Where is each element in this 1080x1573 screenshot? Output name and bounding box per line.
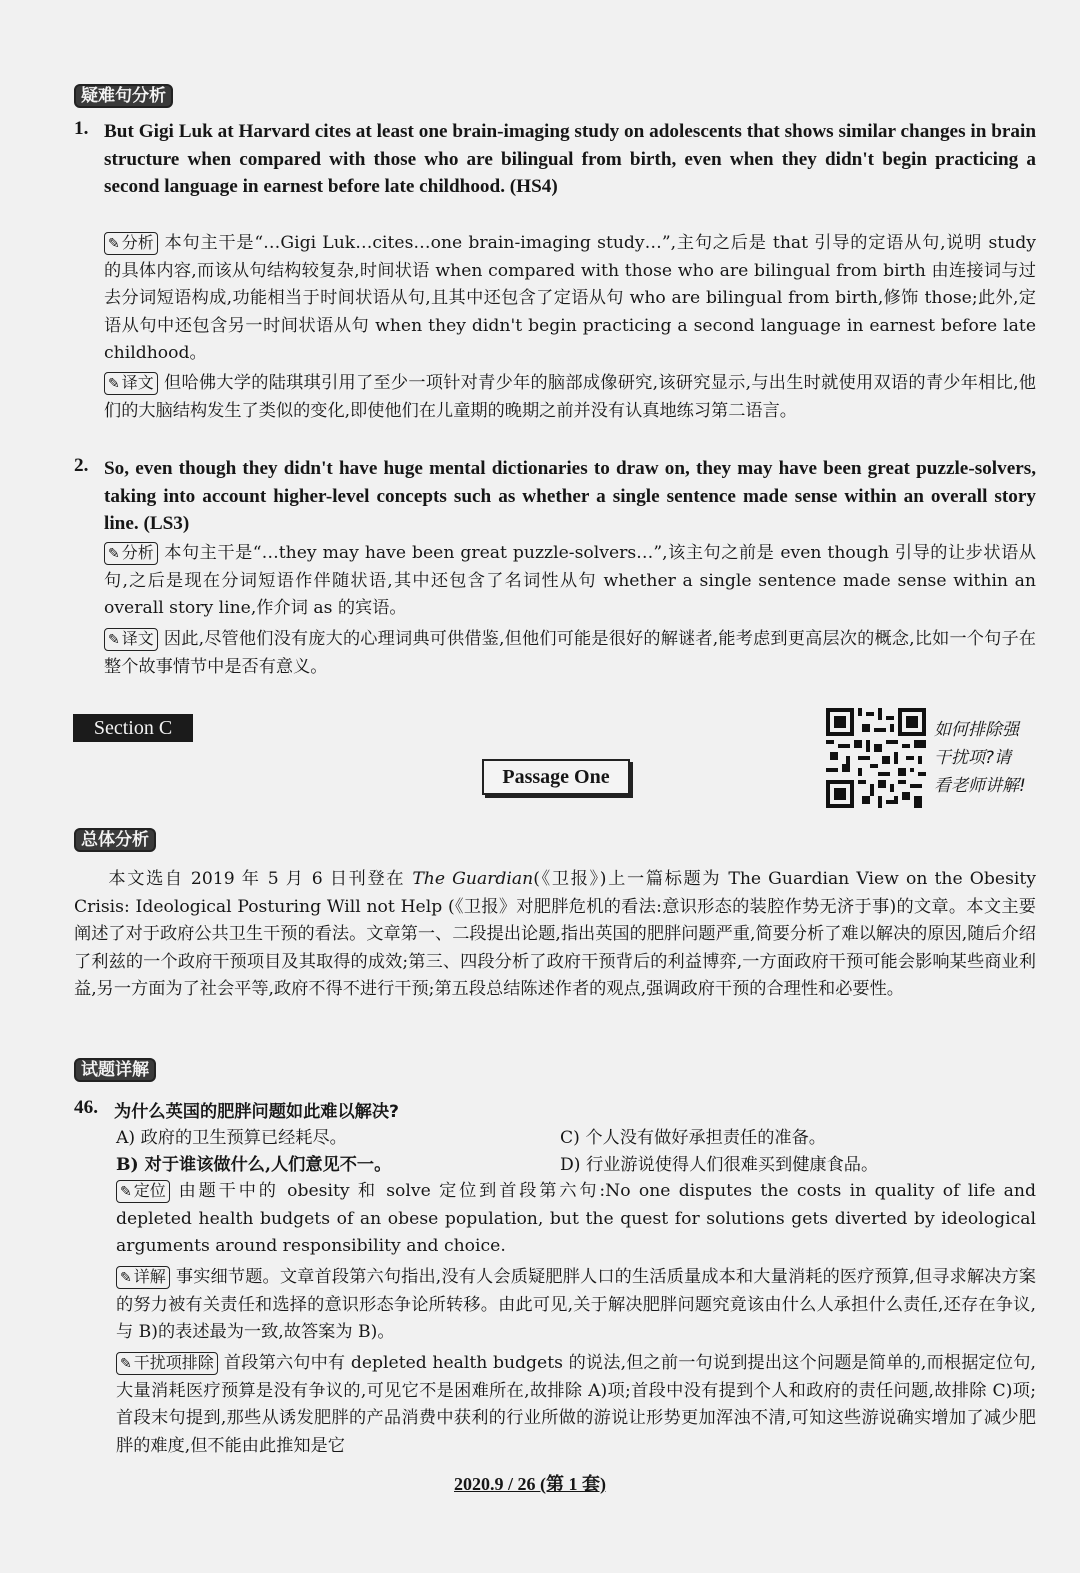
q46-locate bbox=[116, 1178, 1036, 1261]
sentence-1-text: But Gigi Luk at Harvard cites at least one brain-imaging study on adolescents that shows similar changes in brain structure when compared with those who are bilingual from birth, even when they didn't begin practicing a second language in earnest before late childhood. (HS4) bbox=[104, 121, 1036, 198]
option-c: C) 个人没有做好承担责任的准备。 bbox=[560, 1128, 826, 1148]
q46-explain bbox=[116, 1264, 1036, 1347]
sentence-2-analysis bbox=[104, 540, 1036, 623]
translation-text: 因此,尽管他们没有庞大的心理词典可供借鉴,但他们可能是很好的解谜者,能考虑到更高层次的概念,比如一个句子在整个故事情节中是否有意义。 bbox=[104, 629, 1036, 677]
pen-icon: ✎ bbox=[108, 236, 120, 252]
qr-caption-line: 干扰项?请 bbox=[934, 748, 1012, 768]
option-a: A) 政府的卫生预算已经耗尽。 bbox=[116, 1128, 347, 1148]
page-footer: 2020.9 / 26 (第 1 套) bbox=[454, 1474, 606, 1494]
translation-text: 但哈佛大学的陆琪琪引用了至少一项针对青少年的脑部成像研究,该研究显示,与出生时就使用双语的青少年相比,他们的大脑结构发生了类似的变化,即使他们在儿童期的晚期之前并没有认真地练习第二语言。 bbox=[104, 373, 1036, 421]
question-46-stem: 为什么英国的肥胖问题如此难以解决? bbox=[114, 1102, 399, 1122]
option-b: B) 对于谁该做什么,人们意见不一。 bbox=[116, 1155, 392, 1175]
sentence-1-translation bbox=[104, 370, 1036, 425]
sentence-2-text: So, even though they didn't have huge mental dictionaries to draw on, they may have been great puzzle-solvers, taking into account higher-level concepts such as whether a single sentence made sense within an overall story line. (LS3) bbox=[104, 458, 1036, 535]
locate-label: ✎ 定位 bbox=[116, 1180, 170, 1203]
locate-text: 由题干中的 obesity 和 solve 定位到首段第六句:No one disputes the costs in quality of life and depleted health budgets of an obese population, but the quest for solutions gets diverted by ideological arguments around responsibility and choice. bbox=[116, 1181, 1036, 1257]
sentence-2-translation bbox=[104, 626, 1036, 681]
analysis-label: ✎ 分析 bbox=[104, 232, 158, 255]
sentence-1-number: 1. bbox=[74, 118, 89, 139]
overall-analysis-tag: 总体分析 bbox=[74, 828, 156, 852]
passage-one-heading: Passage One bbox=[482, 759, 630, 795]
pen-icon: ✎ bbox=[108, 546, 120, 562]
hard-sentences-tag: 疑难句分析 bbox=[74, 84, 173, 108]
explain-label: ✎ 详解 bbox=[116, 1266, 170, 1289]
pen-icon: ✎ bbox=[108, 376, 120, 392]
question-details-tag: 试题详解 bbox=[74, 1058, 156, 1082]
sentence-1-analysis bbox=[104, 230, 1036, 368]
analysis-label: ✎ 分析 bbox=[104, 542, 158, 565]
sentence-2-number: 2. bbox=[74, 455, 89, 476]
question-46-number: 46. bbox=[74, 1097, 98, 1118]
pen-icon: ✎ bbox=[108, 632, 120, 648]
qr-caption-line: 如何排除强 bbox=[934, 720, 1019, 740]
distractor-label: ✎ 干扰项排除 bbox=[116, 1352, 218, 1375]
translation-label: ✎ 译文 bbox=[104, 628, 158, 651]
qr-code-icon[interactable] bbox=[826, 708, 926, 808]
qr-caption bbox=[934, 716, 1044, 800]
source-title: The Guardian bbox=[412, 869, 534, 889]
pen-icon: ✎ bbox=[120, 1270, 132, 1286]
analysis-text: 本句主干是“…Gigi Luk…cites…one brain-imaging study…”,主句之后是 that 引导的定语从句,说明 study 的具体内容,而该从句结构较复杂,时间状语 when compared with those who are bilingual from birth 由连接词与过去分词短语构成,功能相当于时间状语从句,且其中还包含了定语从句 who are bilingual from birth,修饰 those;此外,定语从句中还包含另一时间状语从句 when they didn't begin practicing a second language in earnest before late childhood。 bbox=[104, 233, 1036, 364]
option-d: D) 行业游说使得人们很难买到健康食品。 bbox=[560, 1155, 879, 1175]
section-c-heading: Section C bbox=[73, 714, 193, 742]
distractor-text: 首段第六句中有 depleted health budgets 的说法,但之前一句说到提出这个问题是简单的,而根据定位句,大量消耗医疗预算是没有争议的,可见它不是困难所在,故排除 A)项;首段中没有提到个人和政府的责任问题,故排除 C)项;首段末句提到,那些从诱发肥胖的产品消费中获利的行业所做的游说让形势更加浑浊不清,可知这些游说确实增加了减少肥胖的难度,但不能由此推知是它 bbox=[116, 1353, 1036, 1456]
pen-icon: ✎ bbox=[120, 1184, 132, 1200]
translation-label: ✎ 译文 bbox=[104, 372, 158, 395]
q46-distractor bbox=[116, 1350, 1036, 1460]
overall-analysis-text: 本文选自 2019 年 5 月 6 日刊登在 The Guardian(《卫报》)上一篇标题为 The Guardian View on the Obesity Crisis: Ideological Posturing Will not Help (《卫报》对肥胖危机的看法:意识形态的装腔作势无济于事)的文章。本文主要阐述了对于政府公共卫生干预的看法。文章第一、二段提出论题,指出英国的肥胖问题严重,简要分析了难以解决的原因,随后介绍了利兹的一个政府干预项目及其取得的成效;第三、四段分析了政府干预背后的利益博弈,一方面政府干预可能会影响某些商业利益,另一方面为了社会平等,政府不得不进行干预;第五段总结陈述作者的观点,强调政府干预的合理性和必要性。 bbox=[74, 869, 1036, 1000]
qr-caption-line: 看老师讲解! bbox=[934, 776, 1026, 796]
explain-text: 事实细节题。文章首段第六句指出,没有人会质疑肥胖人口的生活质量成本和大量消耗的医疗预算,但寻求解决方案的努力被有关责任和选择的意识形态争论所转移。由此可见,关于解决肥胖问题究竟该由什么人承担什么责任,还存在争议,与 B)的表述最为一致,故答案为 B)。 bbox=[116, 1267, 1036, 1343]
pen-icon: ✎ bbox=[120, 1356, 132, 1372]
analysis-text: 本句主干是“…they may have been great puzzle-solvers…”,该主句之前是 even though 引导的让步状语从句,之后是现在分词短语作伴随状语,其中还包含了名词性从句 whether a single sentence made sense within an overall story line,作介词 as 的宾语。 bbox=[104, 543, 1036, 619]
